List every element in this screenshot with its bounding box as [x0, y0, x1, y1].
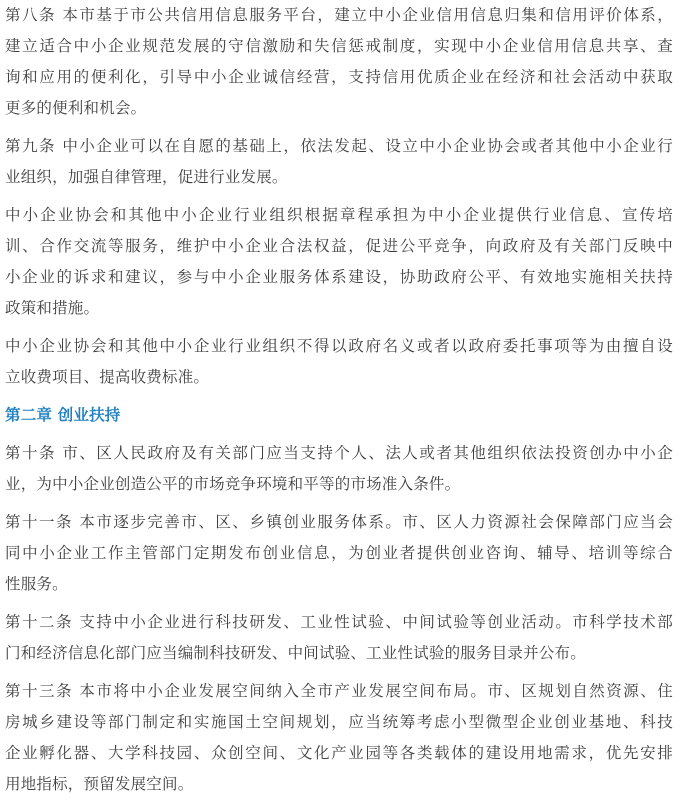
text-line: 企业孵化器、大学科技园、众创空间、文化产业园等各类载体的建设用地需求，优先安排 — [5, 744, 673, 762]
article-8-paragraph — [5, 0, 673, 124]
text-line: 性服务。 — [5, 575, 68, 593]
regulation-document — [5, 0, 673, 800]
text-line: 第八条 本市基于市公共信用信息服务平台，建立中小企业信用信息归集和信用评价体系， — [5, 6, 673, 24]
association-fees-paragraph — [5, 331, 673, 393]
text-line: 第十三条 本市将中小企业发展空间纳入全市产业发展空间布局。市、区规划自然资源、住 — [5, 682, 673, 700]
article-11-paragraph — [5, 507, 673, 600]
text-line: 立收费项目、提高收费标准。 — [5, 368, 210, 386]
text-line: 政策和措施。 — [5, 299, 100, 317]
text-line: 第十条 市、区人民政府及有关部门应当支持个人、法人或者其他组织依法投资创办中小企 — [5, 444, 673, 462]
text-line: 中小企业协会和其他中小企业行业组织不得以政府名义或者以政府委托事项等为由擅自设 — [5, 337, 673, 355]
chapter-heading — [5, 400, 673, 431]
association-services-paragraph — [5, 200, 673, 324]
text-line: 第九条 中小企业可以在自愿的基础上，依法发起、设立中小企业协会或者其他中小企业行 — [5, 137, 673, 155]
text-line: 询和应用的便利化，引导中小企业诚信经营，支持信用优质企业在经济和社会活动中获取 — [5, 68, 673, 86]
text-line: 第十一条 本市逐步完善市、区、乡镇创业服务体系。市、区人力资源社会保障部门应当会 — [5, 513, 673, 531]
article-13-paragraph — [5, 676, 673, 800]
text-line: 更多的便利和机会。 — [5, 99, 147, 117]
article-12-paragraph — [5, 607, 673, 669]
article-9-paragraph — [5, 131, 673, 193]
text-line: 建立适合中小企业规范发展的守信激励和失信惩戒制度，实现中小企业信用信息共享、查 — [5, 37, 673, 55]
text-line: 业，为中小企业创造公平的市场竞争环境和平等的市场准入条件。 — [5, 475, 461, 493]
text-line: 小企业的诉求和建议，参与中小企业服务体系建设，协助政府公平、有效地实施相关扶持 — [5, 268, 673, 286]
text-line: 房城乡建设等部门制定和实施国土空间规划，应当统筹考虑小型微型企业创业基地、科技 — [5, 713, 673, 731]
text-line: 第十二条 支持中小企业进行科技研发、工业性试验、中间试验等创业活动。市科学技术部 — [5, 613, 673, 631]
text-line: 用地指标，预留发展空间。 — [5, 775, 194, 793]
text-line: 业组织，加强自律管理，促进行业发展。 — [5, 168, 288, 186]
text-line: 训、合作交流等服务，维护中小企业合法权益，促进公平竞争，向政府及有关部门反映中 — [5, 237, 673, 255]
text-line: 中小企业协会和其他中小企业行业组织根据章程承担为中小企业提供行业信息、宣传培 — [5, 206, 673, 224]
chapter-heading-text: 第二章 创业扶持 — [5, 406, 121, 424]
article-10-paragraph — [5, 438, 673, 500]
text-line: 门和经济信息化部门应当编制科技研发、中间试验、工业性试验的服务目录并公布。 — [5, 644, 586, 662]
text-line: 同中小企业工作主管部门定期发布创业信息，为创业者提供创业咨询、辅导、培训等综合 — [5, 544, 673, 562]
